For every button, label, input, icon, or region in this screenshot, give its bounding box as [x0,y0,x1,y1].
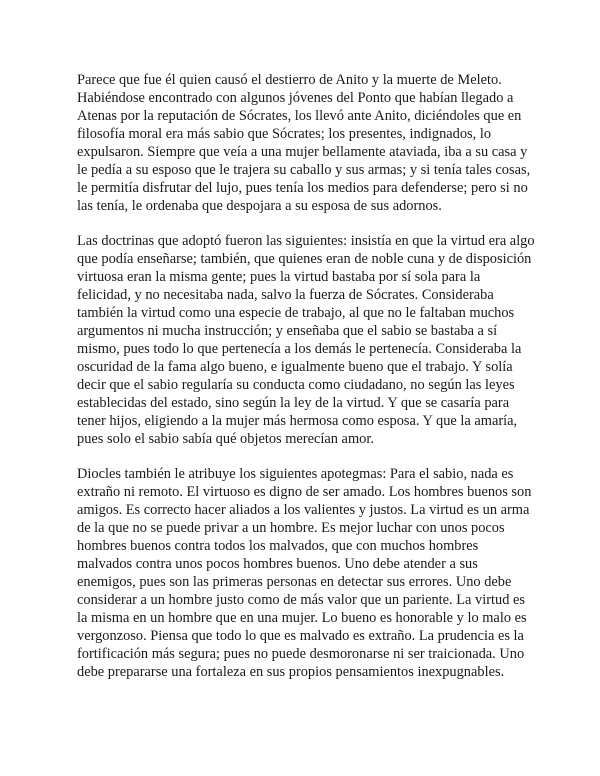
paragraph-2: Las doctrinas que adoptó fueron las siguientes: insistía en que la virtud era algo que podía enseñarse; también, que quienes eran de noble cuna y de disposición virtuosa eran la misma gente; pues la virtud bastaba por sí sola para la felicidad, y no necesitaba nada, salvo la fuerza de Sócrates. Consideraba también la virtud como una especie de trabajo, al que no le faltaban muchos argumentos ni mucha instrucción; y enseñaba que el sabio se bastaba a sí mismo, pues todo lo que pertenecía a los demás le pertenecía. Consideraba la oscuridad de la fama algo bueno, e igualmente bueno que el trabajo. Y solía decir que el sabio regularía su conducta como ciudadano, no según las leyes establecidas del estado, sino según la ley de la virtud. Y que se casaría para tener hijos, eligiendo a la mujer más hermosa como esposa. Y que la amaría, pues solo el sabio sabía qué objetos merecían amor. [77,233,535,447]
paragraph-1: Parece que fue él quien causó el destierro de Anito y la muerte de Meleto. Habiéndose encontrado con algunos jóvenes del Ponto que habían llegado a Atenas por la reputación de Sócrates, los llevó ante Anito, diciéndoles que en filosofía moral era más sabio que Sócrates; los presentes, indignados, lo expulsaron. Siempre que veía a una mujer bellamente ataviada, iba a su casa y le pedía a su esposo que le trajera su caballo y sus armas; y si tenía tales cosas, le permitía disfrutar del lujo, pues tenía los medios para defenderse; pero si no las tenía, le ordenaba que despojara a su esposa de sus adornos. [77,72,531,214]
paragraph-3: Diocles también le atribuye los siguientes apotegmas: Para el sabio, nada es extraño ni remoto. El virtuoso es digno de ser amado. Los hombres buenos son amigos. Es correcto hacer aliados a los valientes y justos. La virtud es un arma de la que no se puede privar a un hombre. Es mejor luchar con unos pocos hombres buenos contra todos los malvados, que con muchos hombres malvados contra unos pocos hombres buenos. Uno debe atender a sus enemigos, pues son las primeras personas en detectar sus errores. Uno debe considerar a un hombre justo como de más valor que un pariente. La virtud es la misma en un hombre que en una mujer. Lo bueno es honorable y lo malo es vergonzoso. Piensa que todo lo que es malvado es extraño. La prudencia es la fortificación más segura; pues no puede desmoronarse ni ser traicionada. Uno debe prepararse una fortaleza en sus propios pensamientos inexpugnables. [77,466,532,680]
document-body [77,71,537,698]
